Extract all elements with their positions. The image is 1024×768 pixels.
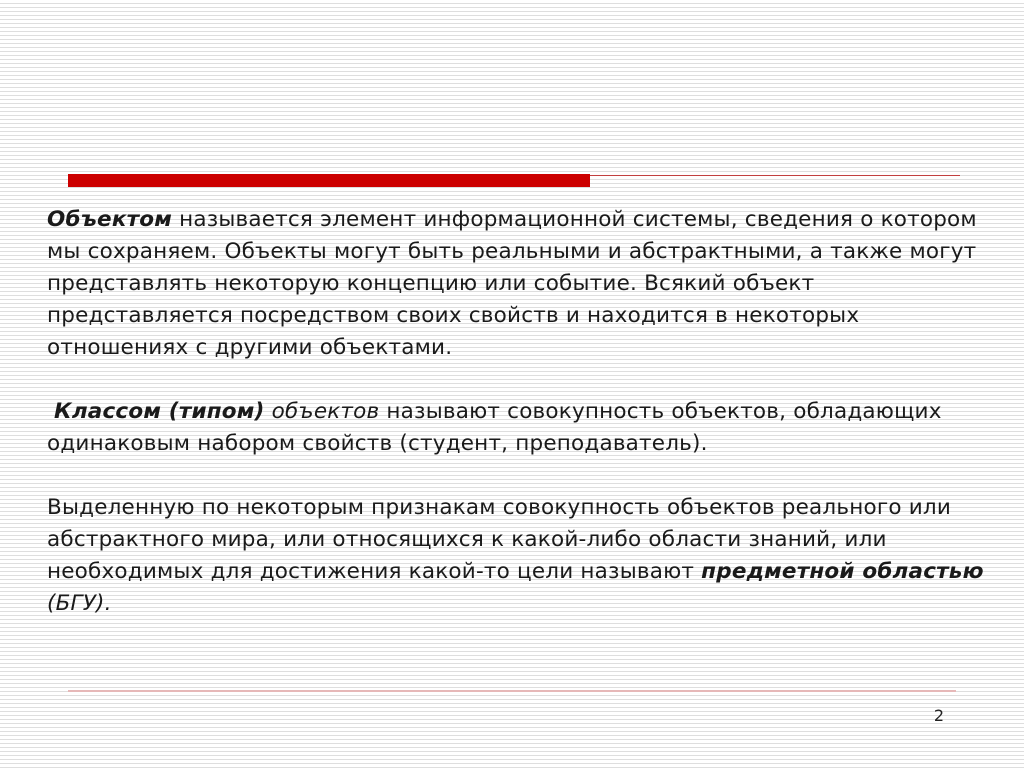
- source-reference: (БГУ).: [47, 591, 112, 616]
- paragraph-object-definition: [47, 204, 1007, 364]
- term-subject-area: предметной областью: [701, 559, 984, 584]
- term-object: Объектом: [47, 207, 173, 232]
- paragraph-object-text: называется элемент информационной системы, сведения о котором мы сохраняем. Объекты могут быть реальными и абстрактными, а также могут представлять некоторую концепцию или событие. Всякий объект представляется посредством своих свойств и находится в некоторых отношениях с другими объектами.: [47, 207, 977, 360]
- slide-body: [47, 204, 1007, 620]
- paragraph-class-definition: [47, 396, 1007, 460]
- term-class-suffix: объектов: [264, 399, 380, 424]
- term-class: Классом (типом): [54, 399, 265, 424]
- top-divider-line: [590, 175, 960, 176]
- page-number: 2: [933, 706, 944, 725]
- paragraph-subject-area-definition: [47, 492, 1007, 620]
- paragraph-class-text: называют совокупность объектов, обладающих одинаковым набором свойств (студент, преподаватель).: [47, 399, 942, 456]
- paragraph-subject-area-text: Выделенную по некоторым признакам совокупность объектов реального или абстрактного мира, или относящихся к какой-либо области знаний, или необходимых для достижения какой-то цели называют: [47, 495, 952, 584]
- red-accent-bar: [68, 174, 590, 187]
- bottom-divider-line: [68, 690, 956, 692]
